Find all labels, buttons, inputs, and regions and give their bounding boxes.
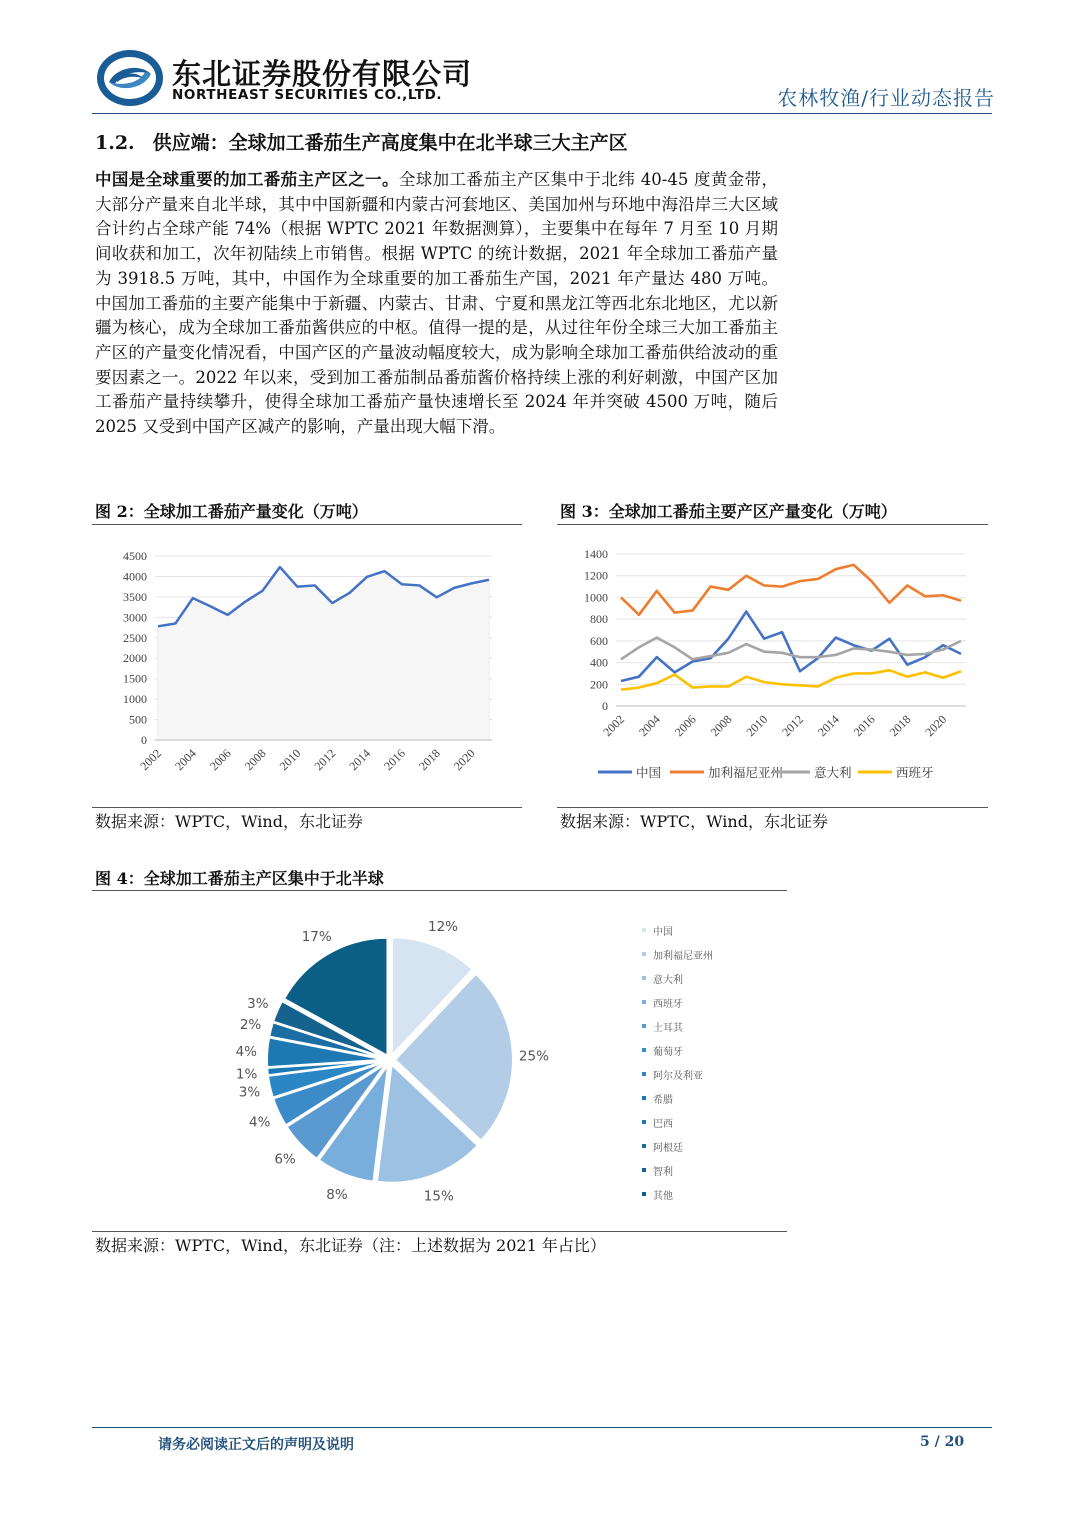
legend-label: 巴西 xyxy=(653,1118,673,1130)
figure-3-top-rule xyxy=(557,524,988,525)
y-tick-label: 4500 xyxy=(123,549,147,563)
legend-swatch xyxy=(642,952,646,956)
y-tick-label: 1000 xyxy=(123,692,147,707)
footer-disclaimer: 请务必阅读正文后的声明及说明 xyxy=(158,1437,354,1453)
pie-value-label: 12% xyxy=(428,919,459,936)
legend-item xyxy=(642,1110,782,1134)
y-tick-label: 0 xyxy=(141,733,147,747)
x-tick-label: 2006 xyxy=(671,712,699,740)
legend-item xyxy=(598,765,661,780)
legend-label: 土耳其 xyxy=(653,1022,683,1034)
pie-value-label: 1% xyxy=(235,1066,258,1083)
pie-value-label: 4% xyxy=(248,1114,271,1131)
legend-swatch xyxy=(642,1168,646,1172)
figure-3-source: 数据来源：WPTC，Wind，东北证券 xyxy=(560,812,828,831)
figure-4-bottom-rule xyxy=(92,1231,787,1232)
x-tick-label: 2010 xyxy=(743,712,771,740)
legend-swatch xyxy=(642,1120,646,1124)
legend-item xyxy=(642,1038,782,1062)
x-tick-label: 2020 xyxy=(922,712,950,740)
section-heading: 供应端：全球加工番茄生产高度集中在北半球三大主产区 xyxy=(152,132,628,154)
paragraph-lead: 中国是全球重要的加工番茄主产区之一。 xyxy=(95,170,399,189)
legend-item xyxy=(642,990,782,1014)
series-line-加利福尼亚州 xyxy=(621,565,961,615)
x-tick-label: 2016 xyxy=(381,746,409,774)
figure-2-bottom-rule xyxy=(92,807,522,808)
figure-4-source: 数据来源：WPTC，Wind，东北证券（注：上述数据为 2021 年占比） xyxy=(95,1236,606,1255)
x-tick-label: 2006 xyxy=(206,746,234,774)
y-tick-label: 0 xyxy=(602,699,608,713)
page-number: 5 / 20 xyxy=(920,1434,965,1450)
legend-label: 希腊 xyxy=(653,1094,673,1106)
legend-item xyxy=(642,942,782,966)
y-tick-label: 1000 xyxy=(584,590,608,605)
figure-2-top-rule xyxy=(92,524,522,525)
legend-item xyxy=(642,1062,782,1086)
x-tick-label: 2012 xyxy=(311,746,339,774)
footer-divider xyxy=(92,1427,992,1428)
legend-item xyxy=(670,765,783,780)
pie-value-label: 3% xyxy=(247,995,269,1012)
figure-3-line-chart xyxy=(558,540,988,790)
figure-2-source: 数据来源：WPTC，Wind，东北证券 xyxy=(95,812,363,831)
x-tick-label: 2004 xyxy=(172,746,199,774)
legend-label: 意大利 xyxy=(814,765,852,780)
legend-item xyxy=(642,1014,782,1038)
pie-value-label: 2% xyxy=(239,1017,262,1034)
legend-label: 意大利 xyxy=(653,974,683,986)
legend-item xyxy=(642,1158,782,1182)
x-tick-label: 2014 xyxy=(346,746,374,774)
report-type: 农林牧渔/行业动态报告 xyxy=(777,86,995,110)
legend-label: 智利 xyxy=(653,1166,673,1178)
legend-label: 阿尔及利亚 xyxy=(653,1070,703,1082)
x-tick-label: 2018 xyxy=(415,746,443,774)
company-name-en: NORTHEAST SECURITIES CO.,LTD. xyxy=(172,87,443,103)
legend-item xyxy=(858,765,934,780)
series-line-西班牙 xyxy=(621,670,961,690)
legend-label: 阿根廷 xyxy=(653,1142,683,1154)
y-tick-label: 400 xyxy=(590,655,608,670)
y-tick-label: 600 xyxy=(590,633,608,648)
y-tick-label: 200 xyxy=(590,677,608,692)
legend-label: 西班牙 xyxy=(653,998,683,1010)
x-tick-label: 2020 xyxy=(450,746,478,774)
legend-label: 加利福尼亚州 xyxy=(708,765,784,780)
legend-swatch xyxy=(642,1048,646,1052)
x-tick-label: 2008 xyxy=(241,746,269,774)
legend-item xyxy=(642,918,782,942)
legend-item xyxy=(642,1182,782,1206)
legend-item xyxy=(776,765,852,780)
x-tick-label: 2014 xyxy=(814,712,842,740)
figure-4-pie-chart xyxy=(220,905,560,1205)
x-tick-label: 2004 xyxy=(636,712,663,740)
pie-value-label: 25% xyxy=(518,1048,549,1065)
body-paragraph xyxy=(95,168,778,440)
legend-item xyxy=(642,1134,782,1158)
pie-value-label: 3% xyxy=(238,1084,261,1101)
y-tick-label: 2500 xyxy=(123,630,147,645)
legend-label: 葡萄牙 xyxy=(653,1046,683,1058)
pie-value-label: 8% xyxy=(326,1186,348,1203)
section-number: 1.2. xyxy=(95,132,135,154)
x-tick-label: 2002 xyxy=(600,712,628,740)
y-tick-label: 2000 xyxy=(123,651,147,666)
legend-swatch xyxy=(642,928,646,932)
legend-label: 中国 xyxy=(636,765,662,780)
x-tick-label: 2010 xyxy=(276,746,304,774)
legend-label: 西班牙 xyxy=(896,765,934,780)
pie-value-label: 15% xyxy=(423,1188,454,1205)
company-logo xyxy=(95,48,165,108)
legend-swatch xyxy=(642,1072,646,1076)
figure-3-bottom-rule xyxy=(557,807,988,808)
figure-3-title: 图 3：全球加工番茄主要产区产量变化（万吨） xyxy=(560,502,897,521)
legend-swatch xyxy=(642,1000,646,1004)
y-tick-label: 4000 xyxy=(123,569,147,584)
x-tick-label: 2018 xyxy=(886,712,914,740)
legend-swatch xyxy=(642,976,646,980)
y-tick-label: 1400 xyxy=(584,547,608,561)
legend-item xyxy=(642,966,782,990)
x-tick-label: 2008 xyxy=(707,712,735,740)
figure-4-top-rule xyxy=(92,890,787,891)
y-tick-label: 1500 xyxy=(123,671,147,686)
figure-4-legend xyxy=(642,918,782,1206)
y-tick-label: 3500 xyxy=(123,589,147,604)
legend-label: 中国 xyxy=(653,926,673,938)
legend-swatch xyxy=(642,1192,646,1196)
legend-swatch xyxy=(642,1024,646,1028)
y-tick-label: 3000 xyxy=(123,610,147,625)
paragraph-text: 全球加工番茄主产区集中于北纬 40-45 度黄金带，大部分产量来自北半球，其中中国新疆和内蒙古河套地区、美国加州与环地中海沿岸三大区域合计约占全球产能 74%（根据 WPTC 2021 年数据测算），主要集中在每年 7 月至 10 月期间收获和加工，次年初陆续上市销售。根据 WPTC 的统计数据，2021 年全球加工番茄产量为 3918.5 万吨，其中，中国作为全球重要的加工番茄生产国，2021 年产量达 480 万吨。中国加工番茄的主要产能集中于新疆、内蒙古、甘肃、宁夏和黑龙江等西北东北地区，尤以新疆为核心，成为全球加工番茄酱供应的中枢。值得一提的是，从过往年份全球三大加工番茄主产区的产量变化情况看，中国产区的产量波动幅度较大，成为影响全球加工番茄供给波动的重要因素之一。2022 年以来，受到加工番茄制品番茄酱价格持续上涨的利好刺激，中国产区加工番茄产量持续攀升，使得全球加工番茄产量快速增长至 2024 年并突破 4500 万吨，随后 2025 又受到中国产区减产的影响，产量出现大幅下滑。 xyxy=(95,170,778,437)
y-tick-label: 1200 xyxy=(584,568,608,583)
y-tick-label: 800 xyxy=(590,612,608,627)
section-title xyxy=(95,128,628,155)
legend-swatch xyxy=(642,1144,646,1148)
x-tick-label: 2016 xyxy=(850,712,878,740)
x-tick-label: 2002 xyxy=(137,746,165,774)
x-tick-label: 2012 xyxy=(779,712,807,740)
pie-value-label: 17% xyxy=(301,929,332,946)
pie-value-label: 4% xyxy=(235,1043,257,1060)
legend-swatch xyxy=(642,1096,646,1100)
figure-2-area-chart xyxy=(95,540,520,795)
y-tick-label: 500 xyxy=(129,712,147,727)
legend-item xyxy=(642,1086,782,1110)
header-divider xyxy=(92,113,992,114)
pie-value-label: 6% xyxy=(274,1151,296,1168)
figure-4-title: 图 4：全球加工番茄主产区集中于北半球 xyxy=(95,869,384,888)
company-name-cn: 东北证券股份有限公司 xyxy=(172,57,473,91)
figure-2-title: 图 2：全球加工番茄产量变化（万吨） xyxy=(95,502,368,521)
legend-label: 其他 xyxy=(653,1190,673,1202)
legend-label: 加利福尼亚州 xyxy=(653,950,713,962)
